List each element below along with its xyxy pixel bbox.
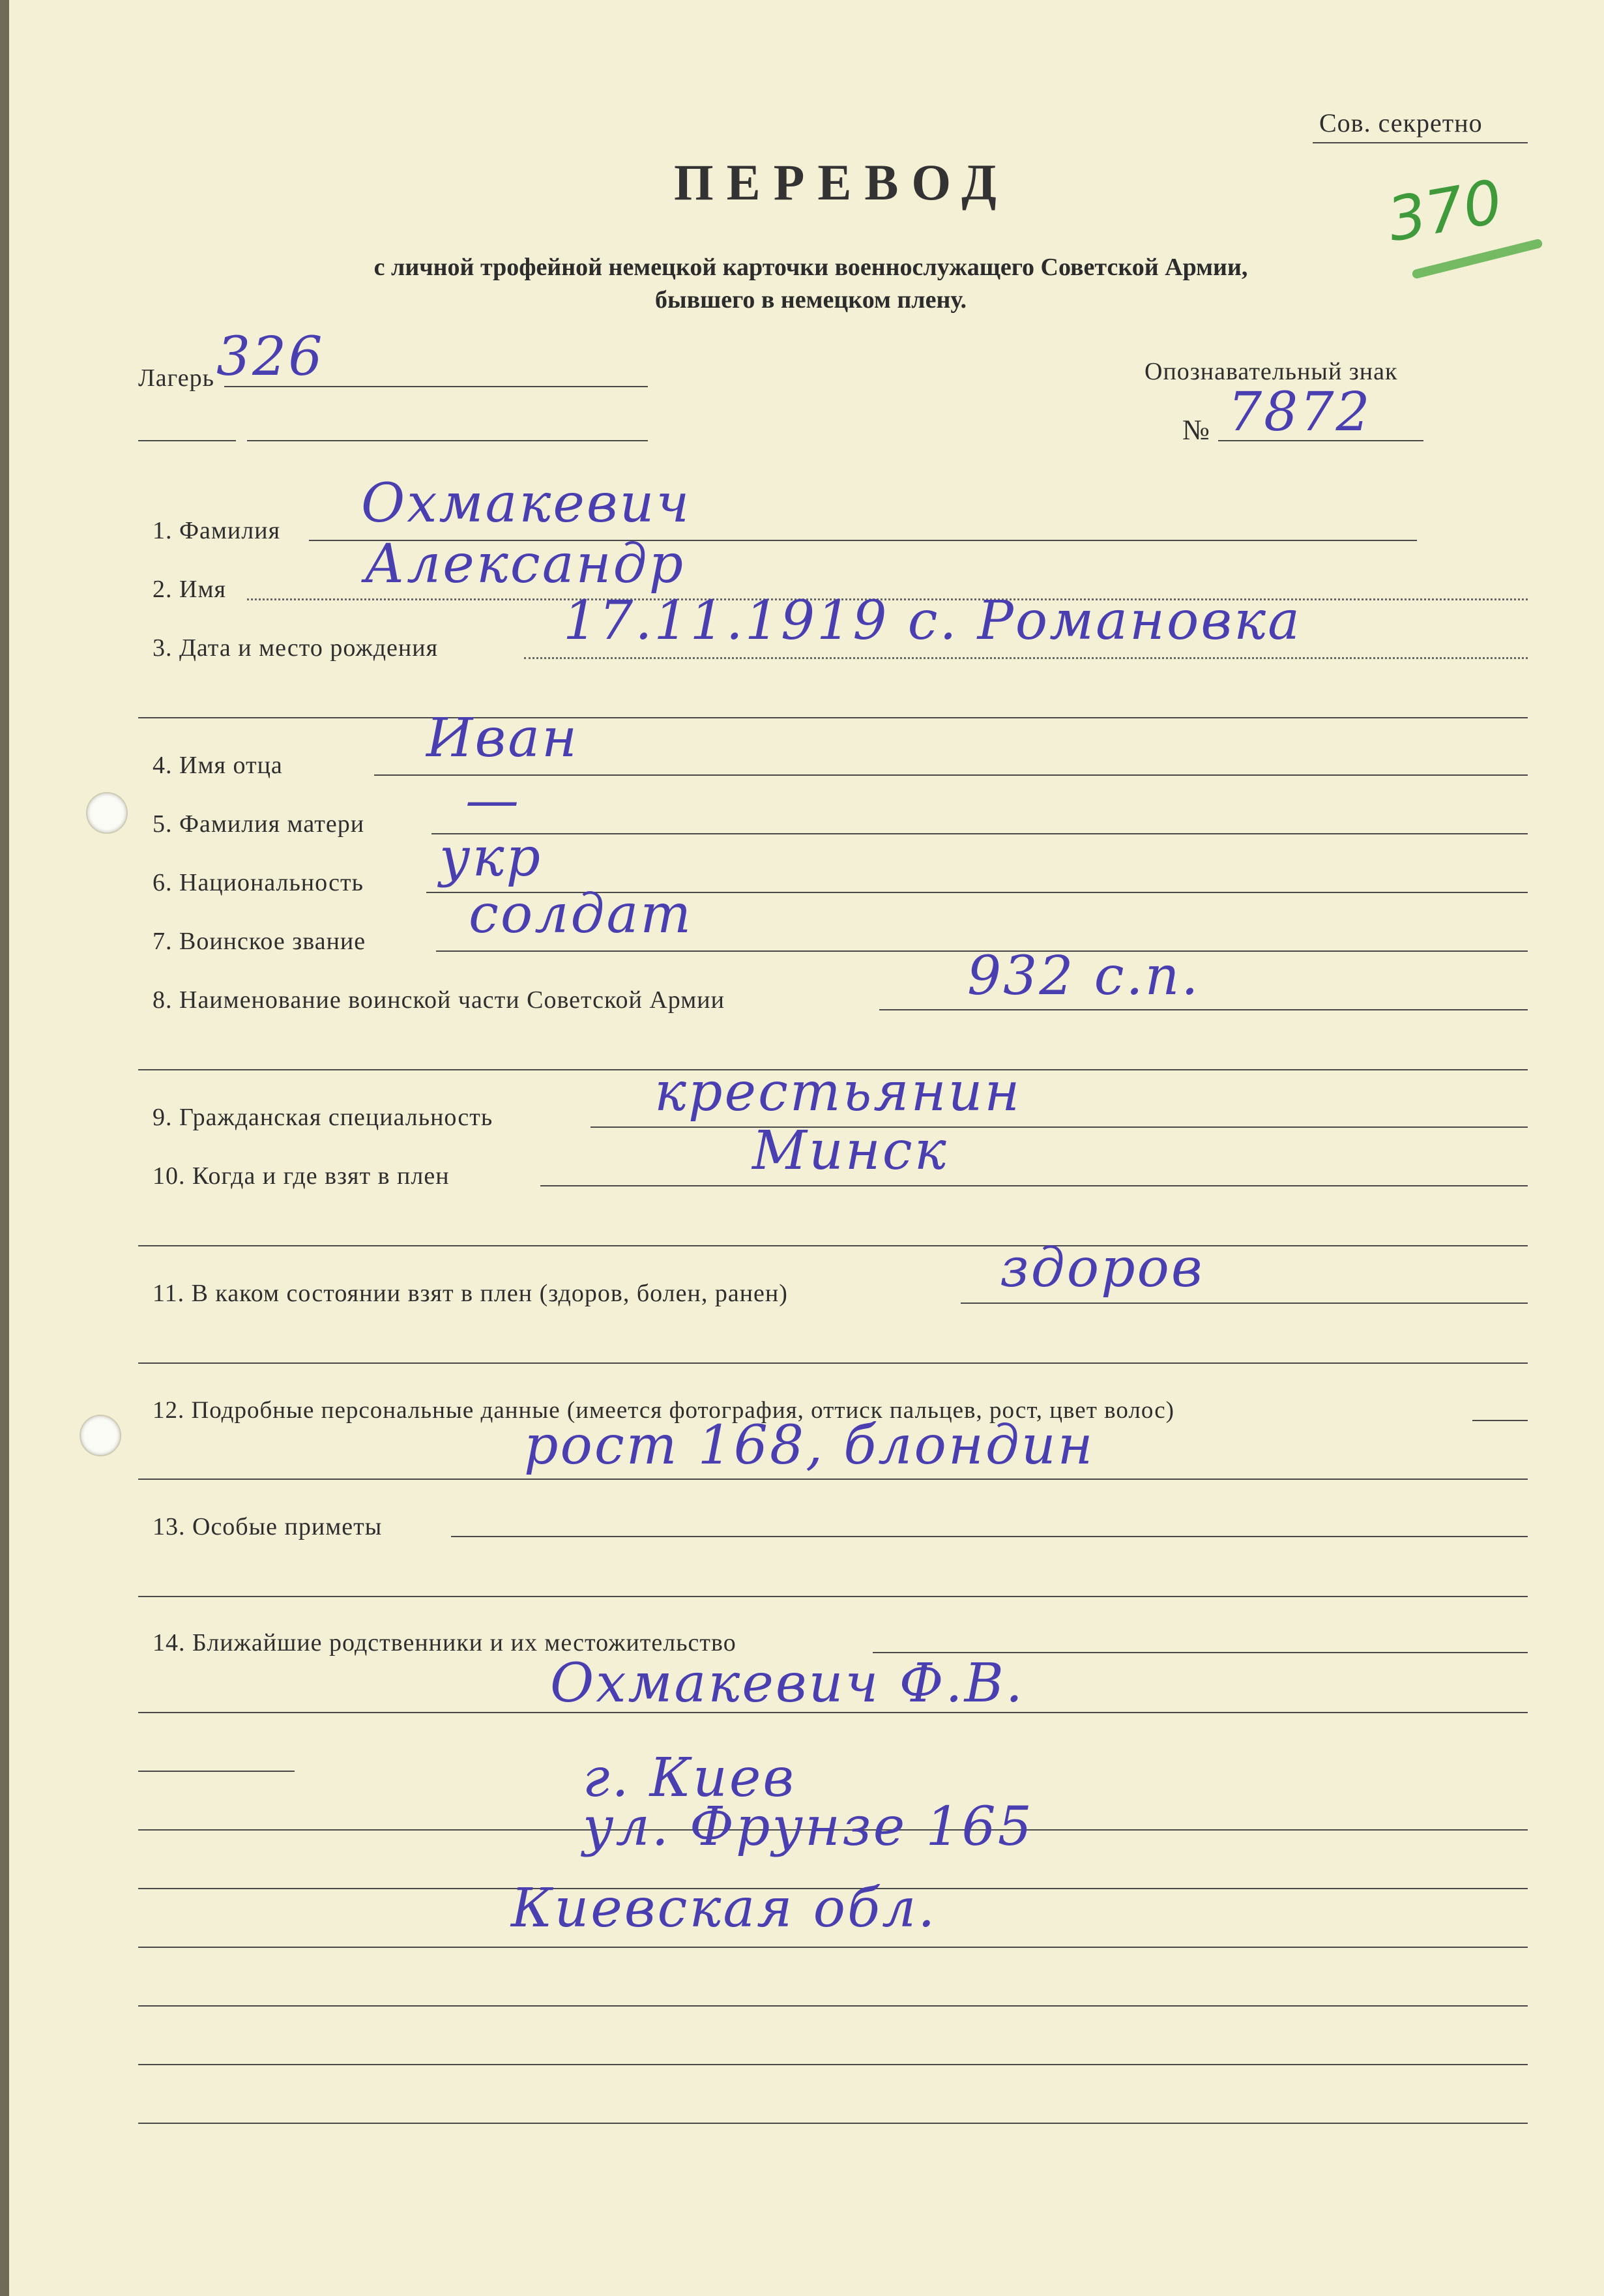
- field-10-label: 10. Когда и где взят в плен: [153, 1162, 450, 1190]
- camp-line-2a: [138, 440, 236, 441]
- field-12-line-2: [138, 1479, 1528, 1480]
- field-10-value: Минск: [752, 1120, 948, 1182]
- relatives-address-street: ул. Фрунзе 165: [583, 1796, 1034, 1858]
- camp-line-2b: [247, 440, 648, 441]
- relatives-address-city: г. Киев: [583, 1747, 796, 1809]
- relatives-address-region: Киевская обл.: [511, 1877, 937, 1939]
- field-10-line-2: [138, 1245, 1528, 1246]
- field-4-line: [374, 774, 1528, 776]
- relatives-line-6: [138, 2005, 1528, 2007]
- field-11-line-2: [138, 1362, 1528, 1364]
- field-1-label: 1. Фамилия: [153, 517, 281, 544]
- field-5-value: —: [465, 769, 521, 831]
- field-12-value: рост 168, блондин: [524, 1415, 1095, 1477]
- subtitle-line-1: с личной трофейной немецкой карточки военнослужащего Советской Армии,: [373, 254, 1248, 281]
- relatives-line-1: [138, 1712, 1528, 1713]
- tag-prefix: №: [1182, 414, 1210, 446]
- field-13-line: [451, 1536, 1528, 1537]
- field-14-label: 14. Ближайшие родственники и их местожительство: [153, 1629, 736, 1656]
- field-6-value: укр: [439, 827, 543, 889]
- relatives-line-2a: [138, 1771, 295, 1772]
- field-8-label: 8. Наименование воинской части Советской Армии: [153, 986, 725, 1014]
- field-2-value: Александр: [364, 533, 686, 595]
- field-12-line-end: [1472, 1420, 1528, 1421]
- field-11-line: [961, 1303, 1528, 1304]
- field-4-label: 4. Имя отца: [153, 752, 283, 779]
- field-5-label: 5. Фамилия матери: [153, 810, 365, 838]
- relatives-line-7: [138, 2064, 1528, 2065]
- subtitle-line-2: бывшего в немецком плену.: [654, 286, 967, 314]
- punch-hole-top: [86, 792, 128, 834]
- field-3-value: 17.11.1919 с. Романовка: [563, 590, 1302, 652]
- field-1-value: Охмакевич: [361, 473, 692, 535]
- field-10-line: [540, 1185, 1528, 1186]
- field-9-value: крестьянин: [654, 1061, 1022, 1123]
- tag-line: [1218, 440, 1423, 441]
- camp-value: 326: [216, 326, 325, 388]
- field-13-line-2: [138, 1596, 1528, 1597]
- field-7-value: солдат: [469, 883, 693, 945]
- camp-line: [224, 386, 648, 387]
- field-9-line: [591, 1126, 1528, 1128]
- relatives-line-5: [138, 1947, 1528, 1948]
- field-5-line: [431, 833, 1528, 834]
- field-12-label: 12. Подробные персональные данные (имеется фотография, оттиск пальцев, рост, цвет волос): [153, 1397, 1174, 1424]
- field-14-value: Охмакевич Ф.В.: [550, 1653, 1025, 1715]
- field-3-label: 3. Дата и место рождения: [153, 634, 439, 662]
- relatives-line-8: [138, 2123, 1528, 2124]
- tag-label: Опознавательный знак: [1145, 358, 1398, 385]
- page-title: ПЕРЕВОД: [674, 154, 1010, 211]
- field-2-label: 2. Имя: [153, 576, 226, 603]
- field-11-label: 11. В каком состоянии взят в плен (здоров, болен, ранен): [153, 1280, 788, 1307]
- field-8-line: [879, 1009, 1528, 1010]
- field-7-label: 7. Воинское звание: [153, 928, 366, 955]
- field-3-line: [524, 657, 1528, 659]
- classification-underline: [1313, 142, 1528, 143]
- tag-value: 7872: [1228, 381, 1372, 443]
- field-8-value: 932 с.п.: [967, 945, 1201, 1007]
- field-9-label: 9. Гражданская специальность: [153, 1104, 493, 1131]
- field-4-value: Иван: [426, 707, 579, 769]
- archive-number: 370: [1382, 166, 1508, 256]
- punch-hole-bottom: [80, 1415, 121, 1456]
- classification-label: Сов. секретно: [1319, 108, 1483, 138]
- field-13-label: 13. Особые приметы: [153, 1513, 383, 1540]
- page-subtitle: [224, 251, 1397, 316]
- field-3-line-2: [138, 717, 1528, 718]
- field-11-value: здоров: [1000, 1237, 1204, 1299]
- field-6-label: 6. Национальность: [153, 869, 364, 896]
- camp-label: Лагерь: [138, 364, 214, 392]
